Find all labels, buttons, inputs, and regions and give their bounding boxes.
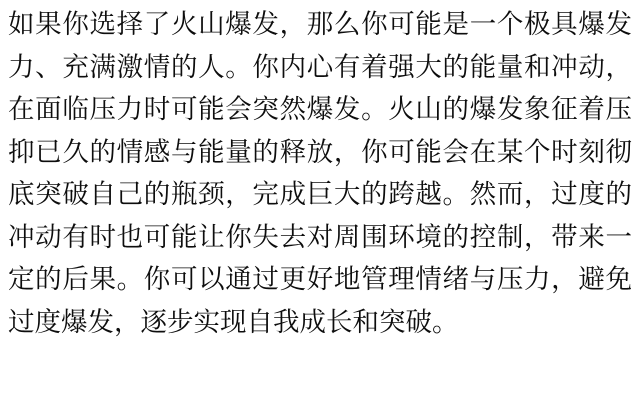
body-paragraph: 如果你选择了火山爆发，那么你可能是一个极具爆发力、充满激情的人。你内心有着强大的能量和冲动，在面临压力时可能会突然爆发。火山的爆发象征着压抑已久的情感与能量的释放，你可能会在某个时刻彻底突破自己的瓶颈，完成巨大的跨越。然而，过度的冲动有时也可能让你失去对周围环境的控制，带来一定的后果。你可以通过更好地管理情绪与压力，避免过度爆发，逐步实现自我成长和突破。	[8, 9, 632, 338]
